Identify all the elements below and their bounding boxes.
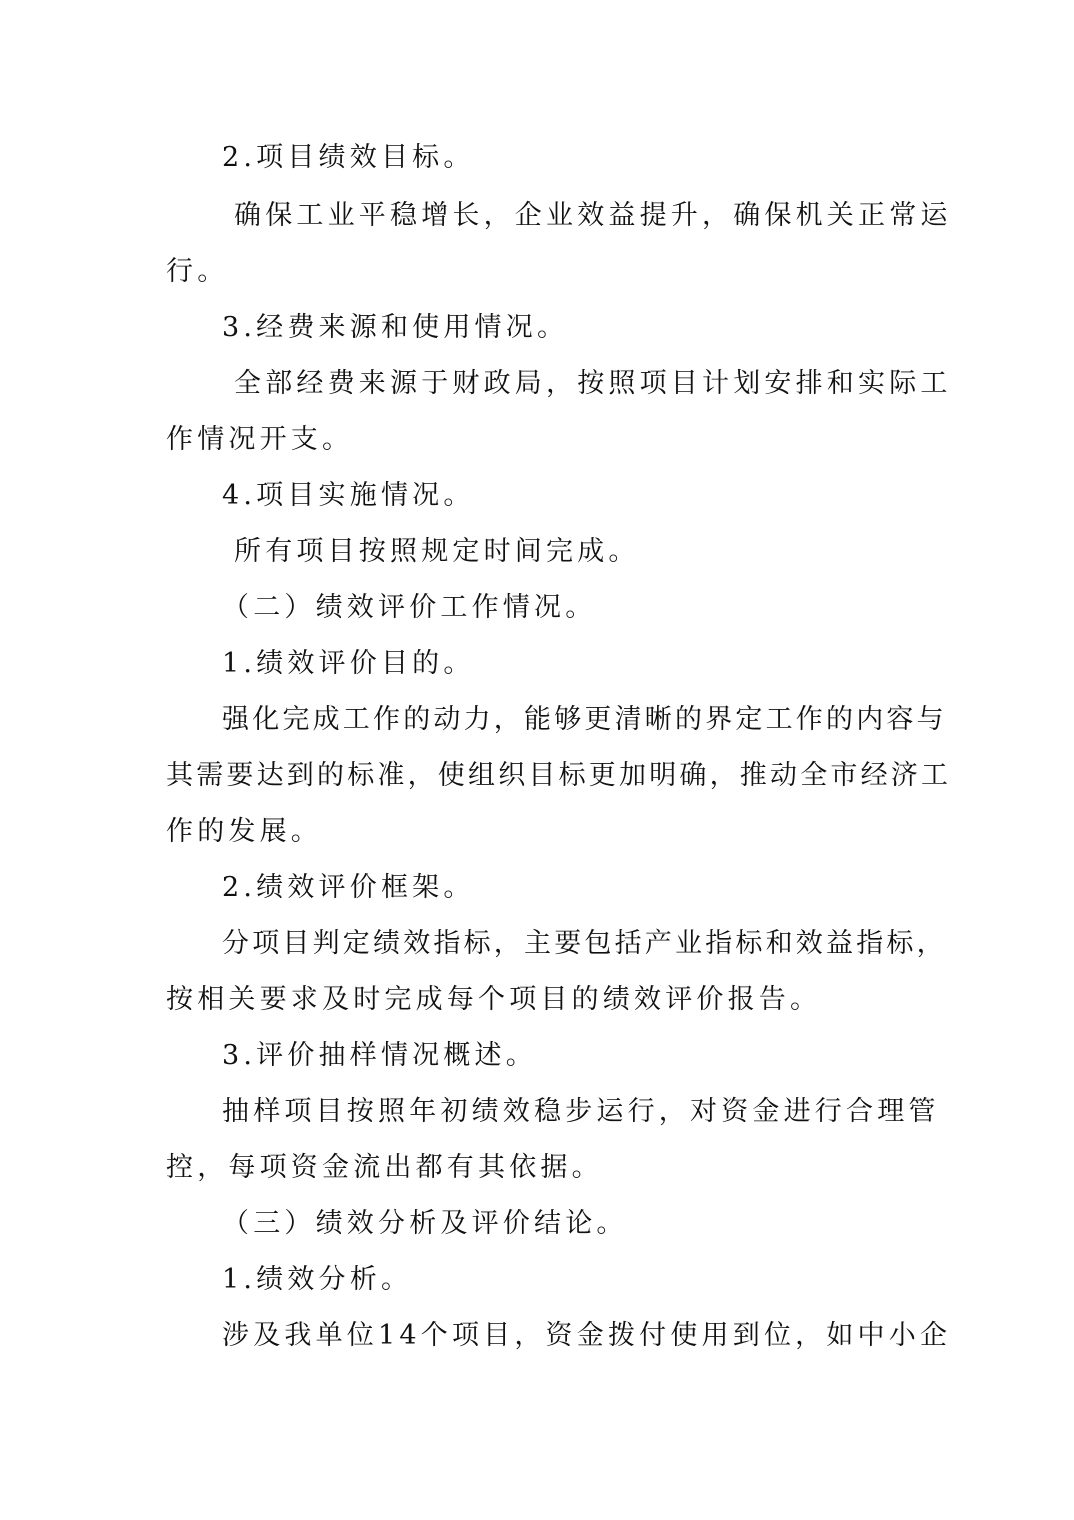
heading-performance-analysis: 1.绩效分析。 — [222, 1264, 413, 1295]
paragraph-goal-text: 确保工业平稳增长，企业效益提升，确保机关正常运 — [234, 200, 952, 231]
heading-evaluation-framework: 2.绩效评价框架。 — [222, 872, 475, 903]
paragraph-purpose-text: 强化完成工作的动力，能够更清晰的界定工作的内容与 — [222, 704, 947, 735]
heading-evaluation-purpose: 1.绩效评价目的。 — [222, 648, 475, 679]
paragraph-sampling-text-cont: 控，每项资金流出都有其依据。 — [166, 1152, 603, 1183]
heading-implementation: 4.项目实施情况。 — [222, 480, 475, 511]
paragraph-funding-text-cont: 作情况开支。 — [166, 424, 354, 455]
paragraph-goal-text-cont: 行。 — [166, 256, 229, 287]
heading-project-performance-goal: 2.项目绩效目标。 — [222, 142, 475, 173]
paragraph-analysis-text: 涉及我单位14个项目，资金拨付使用到位，如中小企 — [222, 1320, 952, 1351]
paragraph-framework-text: 分项目判定绩效指标，主要包括产业指标和效益指标， — [222, 928, 947, 959]
heading-funding-source: 3.经费来源和使用情况。 — [222, 312, 569, 343]
paragraph-sampling-text: 抽样项目按照年初绩效稳步运行，对资金进行合理管 — [222, 1096, 940, 1127]
paragraph-funding-text: 全部经费来源于财政局，按照项目计划安排和实际工 — [234, 368, 952, 399]
section-heading-evaluation-work: （二）绩效评价工作情况。 — [222, 592, 597, 623]
paragraph-framework-text-cont: 按相关要求及时完成每个项目的绩效评价报告。 — [166, 984, 822, 1015]
heading-sampling-overview: 3.评价抽样情况概述。 — [222, 1040, 537, 1071]
paragraph-purpose-text-cont: 其需要达到的标准，使组织目标更加明确，推动全市经济工 — [166, 760, 952, 791]
paragraph-purpose-text-end: 作的发展。 — [166, 816, 322, 847]
section-heading-analysis-conclusion: （三）绩效分析及评价结论。 — [222, 1208, 628, 1239]
paragraph-implementation-text: 所有项目按照规定时间完成。 — [234, 536, 640, 567]
